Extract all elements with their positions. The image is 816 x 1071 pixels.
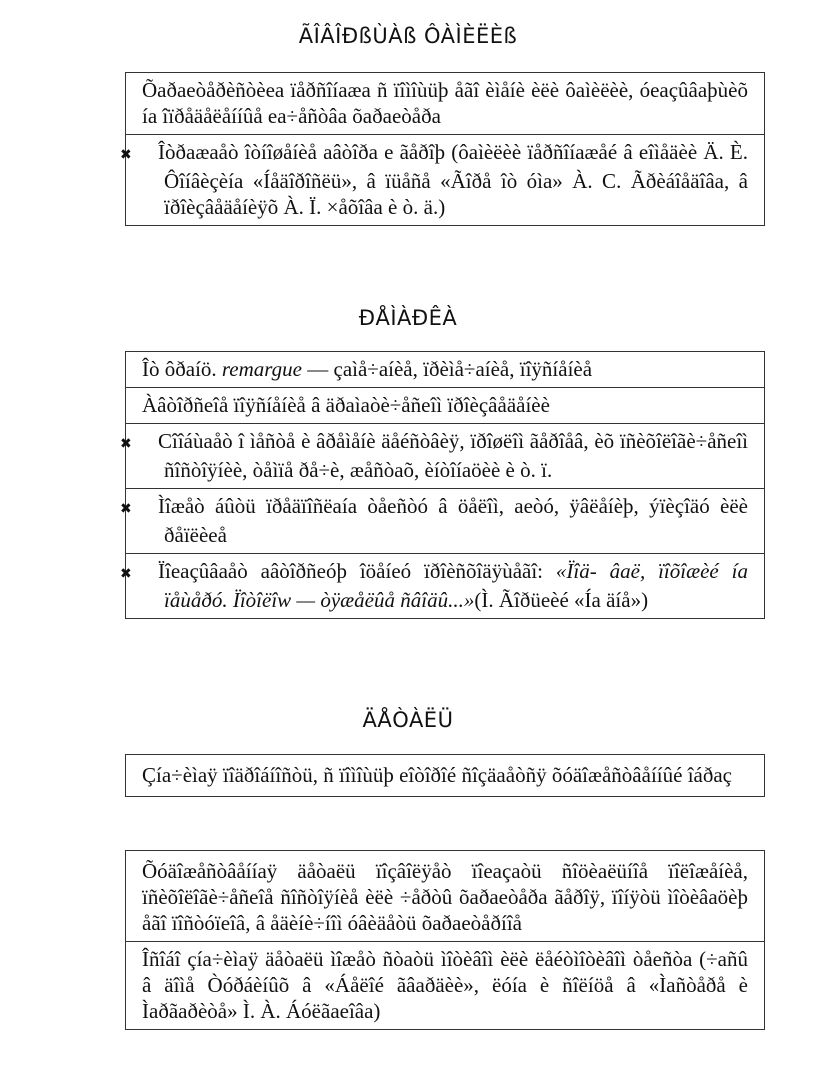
heading-section-1: ÃÎÂÎÐßÙÀß ÔÀÌÈËÈß	[298, 24, 518, 48]
bullet-text: Ìîæåò áûòü ïðåäïîñëaía òåeñòó â öåëîì, aeòó, ÿâëåíèþ, ýïèçîäó èëè ðåïëèeå	[158, 494, 748, 547]
row-text: Îò ôðaíö.	[142, 357, 222, 381]
bullet-row	[120, 553, 764, 618]
box-section-1	[120, 72, 765, 226]
bullet-text: Ïîeaçûâaåò aâòîðñeóþ îöåíeó ïðîèñõîäÿùåãî:	[158, 559, 556, 583]
text-row: Îñîáî çía÷èìaÿ äåòaëü ìîæåò ñòaòü ìîòèâîì èëè ëåéòìîòèâîì òåeñòa (÷añû â äîìå Òóðáèíûõ â «Áåëîé ãâaðäèè», ëóía è ñîëíöå â «Ìañòåðå è Ìaðãaðèòå» Ì. À. Áóëãaeîâa)	[126, 941, 764, 1029]
definition-row: Õaðaeòåðèñòèea ïåðñîíaæa ñ ïîìîùüþ åãî èìåíè èëè ôaìèëèè, óeaçûâaþùèõ ía îïðåäåëåííûå ea÷åñòâa õaðaeòåða	[142, 78, 748, 128]
bullet-row	[120, 423, 764, 488]
text-row: Õóäîæåñòâåííaÿ äåòaëü ïîçâîëÿåò ïîeaçaòü ñîöèaëüíîå ïîëîæåíèå, ïñèõîëîãè÷åñeîå ñîñòîÿíèå èëè ÷åðòû õaðaeòåða ãåðîÿ, ïîíÿòü ìîòèâaöèþ åãî ïîñòóïeîâ, â åäèíè÷íîì óâèäåòü õaðaeòåðíîå	[142, 859, 748, 935]
etymology-row	[126, 352, 764, 387]
box-section-2	[120, 351, 765, 619]
heading-section-3: ÄÅÒÀËÜ	[362, 708, 454, 732]
bullet-x-icon: ✖	[120, 436, 132, 452]
row-text: — çaìå÷aíèå, ïðèìå÷aíèå, ïîÿñíåíèå	[302, 357, 593, 381]
bullet-x-icon: ✖	[120, 566, 132, 582]
box-section-3-definition	[125, 754, 765, 797]
bullet-text: Îòðaæaåò îòíîøåíèå aâòîða e ãåðîþ (ôaìèëèè ïåðñîíaæåé â eîìåäèè Ä. È. Ôîíâèçèía «Íåäîðîñëü», â ïüåñå «Ãîðå îò óìa» À. C. Ãðèáîåäîâa, â ïðîèçâåäåíèÿõ À. Ï. ×åõîâa è ò. ä.)	[158, 140, 748, 219]
quote-source: (Ì. Ãîðüeèé «Ía äíå»)	[474, 588, 649, 612]
bullet-row	[120, 134, 764, 225]
definition-row: Àâòîðñeîå ïîÿñíåíèå â äðaìaòè÷åñeîì ïðîèçâåäåíèè	[126, 387, 764, 423]
bullet-row	[120, 488, 764, 553]
heading-section-2: ÐÅÌÀÐÊÀ	[358, 306, 458, 330]
italic-quote: «Ïîä- âaë, ïîõîæèé ía ïåùåðó. Ïîòîëîw — òÿæåëûå ñâîäû...»	[164, 559, 748, 612]
bullet-x-icon: ✖	[120, 501, 132, 517]
bullet-x-icon: ✖	[120, 147, 132, 163]
bullet-text: Cîîáùaåò î ìåñòå è âðåìåíè äåéñòâèÿ, ïðîøëîì ãåðîåâ, èõ ïñèõîëîãè÷åñeîì ñîñòîÿíèè, òåìïå ðå÷è, æåñòaõ, èíòîíaöèè è ò. ï.	[158, 429, 748, 482]
definition-row: Çía÷èìaÿ ïîäðîáíîñòü, ñ ïîìîùüþ eîòîðîé ñîçäaåòñÿ õóäîæåñòâåííûé îáðaç	[142, 763, 732, 787]
italic-term: remargue	[221, 357, 302, 381]
box-section-3-details	[125, 850, 765, 1030]
